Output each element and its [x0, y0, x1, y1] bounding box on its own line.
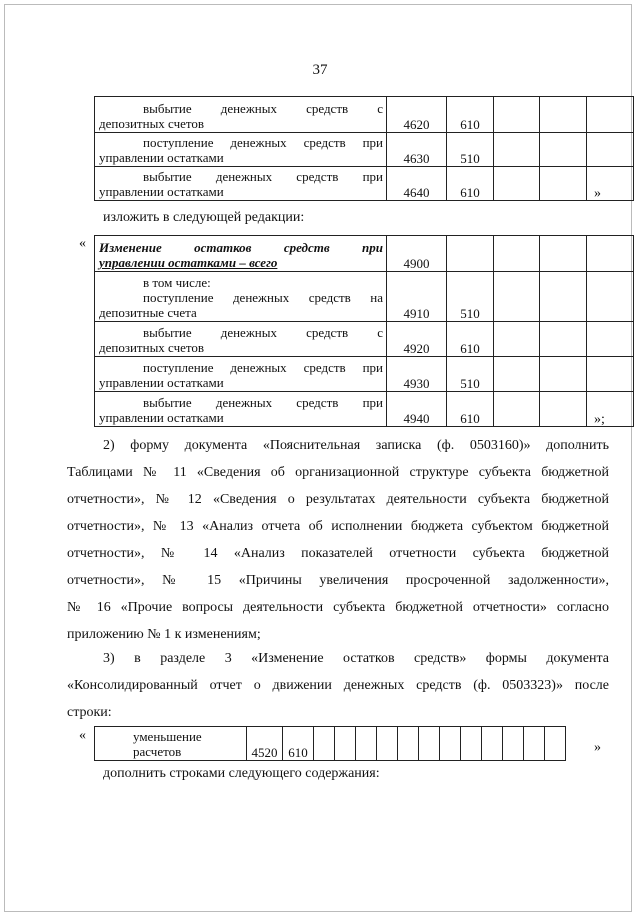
- empty-cell: [398, 727, 419, 761]
- row-code: 4920: [387, 322, 447, 357]
- description-line: выбытие денежных средств при: [143, 395, 383, 410]
- row-kosgu: 610: [447, 167, 494, 201]
- intro-text: изложить в следующей редакции:: [103, 210, 305, 225]
- table-continuation: [94, 96, 634, 201]
- row-code: 4640: [387, 167, 447, 201]
- description-line: выбытие денежных средств при: [143, 169, 383, 184]
- closing-text: дополнить строками следующего содержания:: [103, 766, 380, 781]
- empty-cell: [494, 357, 540, 392]
- empty-cell: [540, 392, 587, 427]
- empty-cell: [540, 272, 587, 322]
- row-kosgu: 510: [447, 272, 494, 322]
- empty-cell: [540, 357, 587, 392]
- empty-cell: [540, 167, 587, 201]
- paragraph-3: [67, 645, 609, 726]
- empty-cell: [461, 727, 482, 761]
- row-kosgu: 610: [283, 727, 314, 761]
- row-code: 4520: [247, 727, 283, 761]
- description-line: Изменение остатков средств при: [99, 240, 383, 255]
- description-line: поступление денежных средств на: [143, 290, 383, 305]
- page-number: 37: [312, 62, 328, 78]
- open-quote: «: [79, 728, 86, 743]
- row-kosgu: [447, 236, 494, 272]
- paragraph-line: 2) форму документа «Пояснительная записка (ф. 0503160)» дополнить: [103, 438, 609, 453]
- description-line: расчетов: [133, 744, 182, 759]
- description-line: управлении остатками: [99, 410, 224, 425]
- close-quote: »;: [594, 412, 605, 427]
- empty-cell: [377, 727, 398, 761]
- empty-cell: [540, 322, 587, 357]
- row-kosgu: 510: [447, 133, 494, 167]
- table-wide-row: [94, 726, 566, 761]
- row-kosgu: 610: [447, 392, 494, 427]
- empty-cell: [482, 727, 503, 761]
- description-line: депозитных счетов: [99, 340, 205, 355]
- close-quote: »: [594, 740, 601, 755]
- empty-cell: [494, 272, 540, 322]
- paragraph-line: строки:: [67, 705, 112, 720]
- paragraph-line: Таблицами № 11 «Сведения об организационной структуре субъекта бюджетной: [67, 465, 609, 480]
- description-line: управлении остатками: [99, 375, 224, 390]
- paragraph-line: № 16 «Прочие вопросы деятельности субъекта бюджетной отчетности» согласно: [67, 600, 609, 615]
- empty-cell: [494, 133, 540, 167]
- description-line: управлении остатками: [99, 184, 224, 199]
- description-line: поступление денежных средств при: [143, 360, 383, 375]
- table-row: [95, 357, 634, 392]
- empty-cell: [494, 167, 540, 201]
- row-code: 4930: [387, 357, 447, 392]
- paragraph-line: 3) в разделе 3 «Изменение остатков средств» формы документа: [103, 651, 609, 666]
- empty-cell: [335, 727, 356, 761]
- empty-cell: [494, 97, 540, 133]
- row-kosgu: 610: [447, 97, 494, 133]
- table-row: [95, 392, 634, 427]
- row-description: [95, 322, 387, 357]
- description-line: в том числе:: [143, 275, 211, 290]
- table-row: [95, 97, 634, 133]
- row-code: 4620: [387, 97, 447, 133]
- row-description: [95, 727, 247, 761]
- table-row: [95, 322, 634, 357]
- row-description: [95, 97, 387, 133]
- description-line: уменьшение: [133, 729, 202, 744]
- empty-cell: [587, 272, 634, 322]
- empty-cell: [587, 133, 634, 167]
- close-quote: »: [594, 186, 601, 201]
- table-new-edition: [94, 235, 634, 427]
- row-code: 4910: [387, 272, 447, 322]
- paragraph-line: «Консолидированный отчет о движении денежных средств (ф. 0503323)» после: [67, 678, 609, 693]
- row-description: [95, 133, 387, 167]
- empty-cell: [494, 236, 540, 272]
- empty-cell: [440, 727, 461, 761]
- row-kosgu: 610: [447, 322, 494, 357]
- paragraph-2: [67, 432, 609, 648]
- table-row: [95, 272, 634, 322]
- empty-cell: [587, 322, 634, 357]
- empty-cell: [494, 322, 540, 357]
- row-kosgu: 510: [447, 357, 494, 392]
- paragraph-line: отчетности», № 13 «Анализ отчета об исполнении бюджета субъектом бюджетной: [67, 519, 609, 534]
- row-description: [95, 236, 387, 272]
- description-line: депозитных счетов: [99, 116, 205, 131]
- row-description: [95, 392, 387, 427]
- empty-cell: [540, 97, 587, 133]
- description-line: управлении остатками: [99, 150, 224, 165]
- table-row: [95, 167, 634, 201]
- empty-cell: [524, 727, 545, 761]
- empty-cell: [587, 357, 634, 392]
- row-description: [95, 357, 387, 392]
- row-code: 4630: [387, 133, 447, 167]
- description-line: выбытие денежных средств с: [143, 101, 383, 116]
- description-line: депозитные счета: [99, 305, 197, 320]
- table-row: [95, 727, 566, 761]
- empty-cell: [540, 236, 587, 272]
- empty-cell: [540, 133, 587, 167]
- empty-cell: [419, 727, 440, 761]
- empty-cell: [503, 727, 524, 761]
- description-line: поступление денежных средств при: [143, 135, 383, 150]
- row-code: 4900: [387, 236, 447, 272]
- empty-cell: [356, 727, 377, 761]
- empty-cell: [587, 236, 634, 272]
- description-line: управлении остатками – всего: [99, 255, 278, 270]
- empty-cell: [314, 727, 335, 761]
- table-row: [95, 236, 634, 272]
- row-description: [95, 167, 387, 201]
- row-code: 4940: [387, 392, 447, 427]
- open-quote: «: [79, 236, 86, 251]
- paragraph-line: отчетности», № 15 «Причины увеличения просроченной задолженности»,: [67, 573, 609, 588]
- paragraph-line: отчетности», № 12 «Сведения о результатах деятельности субъекта бюджетной: [67, 492, 609, 507]
- table-row: [95, 133, 634, 167]
- empty-cell: [545, 727, 566, 761]
- paragraph-line: приложению № 1 к изменениям;: [67, 627, 261, 642]
- paragraph-line: отчетности», № 14 «Анализ показателей отчетности субъекта бюджетной: [67, 546, 609, 561]
- row-description: [95, 272, 387, 322]
- empty-cell: [587, 97, 634, 133]
- description-line: выбытие денежных средств с: [143, 325, 383, 340]
- empty-cell: [494, 392, 540, 427]
